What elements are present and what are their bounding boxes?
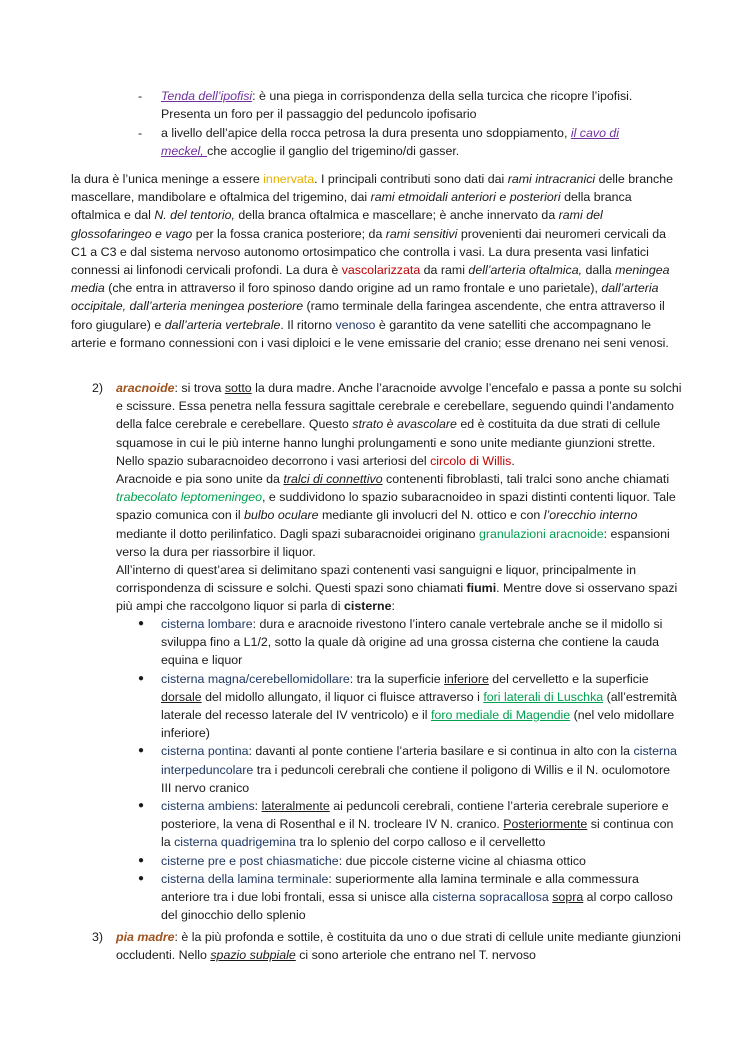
dash-item-text: : è una piega in corrispondenza della sella turcica che ricopre l’ipofisi. Presenta un foro per il passaggio del peduncolo ipofisario [161,89,633,122]
dash-item-text: che accoglie il ganglio del trigemino/di gasser. [207,144,460,159]
list-item: ● cisterna lombare: dura e aracnoide rivestono l’intero canale vertebrale anche se il midollo si sviluppa fino a L1/2, sotto la quale dà origine ad una grossa cisterna che contiene la cauda equina e liquor [138,617,663,668]
dash-item-tenda [138,87,638,123]
dash-item-meckel [138,124,638,160]
heading-aracnoide: aracnoide [116,381,175,395]
bullet-icon: ● [138,672,145,684]
list-number: 2) [92,381,104,395]
link-fori-luschka[interactable]: fori laterali di Luschka [483,689,604,704]
bullet-icon: ● [138,872,145,884]
term-trabecolato: trabecolato leptomeningeo [116,490,263,505]
cisterne-list [138,615,678,924]
dura-paragraph: la dura è l’unica meninge a essere innervata. I principali contributi sono dati dai rami intracranici delle branche mascellare, mandibolare e oftalmica del trigemino, dai rami etmoidali anteriori e posteriori della branca oftalmica e dal N. del tentorio, della branca oftalmica e mascellare; è anche innervato da rami del glossofaringeo e vago per la fossa cranica posteriore; da rami sensitivi provenienti dai neuromeri cervicali da C1 a C3 e dal sistema nervoso autonomo ortosimpatico che controlla i vasi. La dura presenta vasi linfatici connessi ai linfonodi cervicali profondi. La dura è vascolarizzata da rami dell’arteria oftalmica, dalla meningea media (che entra in attraverso il foro spinoso dando origine ad un ramo frontale e uno parietale), dall’arteria occipitale, dall’arteria meningea posteriore (ramo terminale della faringea ascendente, che entra attraverso il foro giugulare) e dall’arteria vertebrale. Il ritorno venoso è garantito da vene satelliti che accompagnano le arterie e formano connessioni con i vasi diploici e le vene emissarie del cranio; esse drenano nei seni venosi. [71,172,673,350]
heading-pia-madre: pia madre [116,930,175,944]
dash-marker: - [138,89,143,103]
dash-item-text: a livello dell’apice della rocca petrosa la dura presenta uno sdoppiamento, [161,126,571,140]
list-item: ● cisterne pre e post chiasmatiche: due piccole cisterne vicine al chiasma ottico [138,852,678,870]
bullet-icon: ● [138,800,145,812]
term-circolo-willis: circolo di Willis [430,453,512,468]
term-granulazioni: granulazioni aracnoide [478,526,604,541]
bullet-icon: ● [138,745,145,757]
list-item: ● cisterna ambiens: lateralmente ai peduncoli cerebrali, contiene l’arteria cerebrale superiore e posteriore, la vena di Rosenthal e il N. trocleare IV N. cranico. Posteriormente si continua con la cisterna quadrigemina tra lo splenio del corpo calloso e il cervelletto [138,799,674,850]
term-innervata: innervata [263,172,315,186]
term-venoso: venoso [335,317,376,332]
list-item: ● cisterna pontina: davanti al ponte contiene l’arteria basilare e si continua in alto con la cisterna interpeduncolare tra i peduncoli cerebrali che contiene il poligono di Willis e il N. oculomotore III nervo cranico [138,744,677,795]
bullet-icon: ● [138,618,145,629]
section-aracnoide: 2) aracnoide: si trova sotto la dura madre. Anche l’aracnoide avvolge l’encefalo e passa a ponte su solchi e scissure. Essa penetra nella fessura sagittale cerebrale e cerebellare, seguendo quindi l’andamento della falce cerebrale e cerebellare. Questo strato è avascolare ed è costituita da due strati di cellule squamose in cui le più interne hanno lunghi prolungamenti e sono unite mediante giunzioni strette. Nello spazio subaracnoideo decorrono i vasi arteriosi del circolo di Willis. Aracnoide e pia sono unite da tralci di connettivo contenenti fibroblasti, tali tralci sono anche chiamati trabecolato leptomeningeo, e suddividono lo spazio subaracnoideo in spazi distinti contenti liquor. Tale spazio comunica con il bulbo oculare mediante gli involucri del N. ottico e con l’orecchio interno mediante il dotto perilinfatico. Dagli spazi subaracnoidei originano granulazioni aracnoide: espansioni verso la dura per riassorbire il liquor. All’interno di quest’area si delimitano spazi contenenti vasi sanguigni e liquor, principalmente in corrispondenza di scissure e solchi. Questi spazi sono chiamati fiumi. Mentre dove si osservano spazi più ampi che raccolgono liquor si parla di cisterne: [92,381,682,614]
list-item: ● cisterna della lamina terminale: superiormente alla lamina terminale e alla commessura anteriore tra i due lobi frontali, essa si unisce alla cisterna sopracallosa sopra al corpo calloso del ginocchio dello splenio [138,871,673,923]
list-item: ● cisterna magna/cerebellomidollare: tra la superficie inferiore del cervelletto e la superficie dorsale del midollo allungato, il liquor ci fluisce attraverso i fori laterali di Luschka (all’estremità laterale del recesso laterale del IV ventricolo) e il foro mediale di Magendie (nel velo midollare inferiore) [138,671,677,741]
section-pia-madre: 3) pia madre: è la più profonda e sottile, è costituita da uno o due strati di cellule unite mediante giunzioni occludenti. Nello spazio subpiale ci sono arteriole che entrano nel T. nervoso [92,930,681,963]
dash-marker: - [138,126,143,140]
link-tenda-ipofisi[interactable]: Tenda dell’ipofisi [161,89,253,103]
list-number: 3) [92,930,104,944]
link-foro-magendie[interactable]: foro mediale di Magendie [430,708,571,723]
term-vascolarizzata: vascolarizzata [341,263,421,278]
bullet-icon: ● [138,854,145,866]
link-cavo-meckel[interactable]: il cavo di meckel, [161,126,620,159]
